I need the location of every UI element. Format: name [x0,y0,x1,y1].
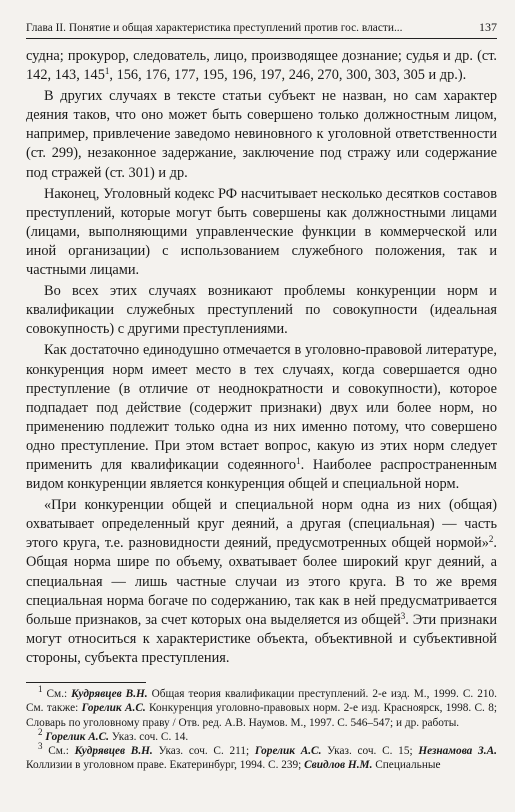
footnote-ref: 1 [296,455,301,466]
footnote [26,684,498,730]
footnote [26,741,497,773]
running-title: Глава II. Понятие и общая характеристика преступлений против гос. власти... [26,22,403,34]
text-run: Во всех этих случаях возникают проблемы конкуренции норм и квалификации служебных преступлений по совокупности (идеальная совокупность) с другими преступлениями. [26,283,497,338]
text-run: В других случаях в тексте статьи субъект не назван, но сам характер деяния таков, что оно может быть совершено только должностным лицом, например, привлечение заведомо невиновного к уголовной ответственности (ст. 299), незаконное задержание, заключение под стражу или содержание под стражей (ст. 301) и др. [26,88,497,181]
text-run: Конкуренция уголовно-правовых норм. 2-е изд. Красноярск, 1998. С. 8; Словарь по уголовному праву / Отв. ред. А.В. Наумов. М., 1997. С. 546–547; и др. работы. [26,702,498,729]
footnote-ref: 1 [38,684,43,694]
footnote-ref: 2 [38,726,43,737]
paragraph [26,341,497,494]
author-name: Кудрявцев В.Н. [71,688,148,700]
footnote-ref: 3 [38,741,43,752]
main-text [26,47,497,668]
footnote-ref: 2 [488,534,494,545]
footnote-ref: 1 [104,66,110,77]
text-run: Указ. соч. С. 211; [152,745,255,758]
paragraph [26,185,497,280]
author-name: Горелик А.С. [254,745,322,758]
text-run: Как достаточно единодушно отмечается в уголовно-правовой литературе, конкуренция норм имеет место в тех случаях, когда совершается одно преступление (в отличие от неоднократности и совокупности), которое подпадает под действие (содержит признаки) двух или более норм, но применению подлежит только одна из них именно потому, что совершено одно преступление. При этом встает вопрос, какую из этих норм следует применить для квалификации содеянного [26,342,497,473]
footnote-separator [26,682,146,683]
running-header [26,20,497,39]
text-run: Наконец, Уголовный кодекс РФ насчитывает несколько десятков составов преступлений, которые могут быть совершены как должностными лицами (лицами, выполняющими управленческие функции в коммерческой или иной организации) с использованием служебного положения, так и частными лицами. [26,185,497,279]
text-run: Указ. соч. С. 15; [321,745,419,758]
paragraph [26,87,497,182]
author-name: Горелик А.С. [45,730,109,743]
footnote-ref: 3 [400,610,406,621]
author-name: Незнамова З.А. [418,745,497,758]
paragraph [26,47,497,85]
text-run: . Наиболее распространенным видом конкуренции является конкуренция общей и специальной норм. [26,456,497,493]
text-run: , 156, 176, 177, 195, 196, 197, 246, 270, 300, 303, 305 и др.). [109,67,467,84]
page-number: 137 [479,20,497,34]
text-run: Коллизии в уголовном праве. Екатеринбург, 1994. С. 239; [26,759,305,772]
footnote [26,726,497,744]
text-run: . Эти признаки могут относиться к характеристике объекта, объективной и субъективной стороны, субъекта преступления. [26,611,497,666]
paragraph [26,496,497,668]
text-run: Общая теория квалификации преступлений. 2-е изд. М., 1999. С. 210. См. также: [26,688,497,715]
paragraph [26,282,497,339]
text-run: «При конкуренции общей и специальной норм одна из них (общая) охватывает определенный круг деяний, а другая (специальная) — часть этого круга, т.е. разновидности деяний, предусмотренных общей нормой» [26,497,497,552]
text-run: Указ. соч. С. 14. [108,730,189,743]
footnotes [26,684,498,773]
text-run: См.: [42,688,72,700]
author-name: Кудрявцев В.Н. [74,745,153,758]
text-run: См.: [42,745,75,758]
text-run: . Общая норма шире по объему, охватывает более широкий круг деяний, а специальная — лишь частные случаи из этого круга. В то же время специальная норма богаче по содержанию, так как в ней предусматривается больше признаков, за счет которых она выделяется из общей [26,535,497,628]
text-run: Специальные [372,759,441,772]
text-run: судна; прокурор, следователь, лицо, производящее дознание; судья и др. (ст. 142, 143, 145 [26,48,497,84]
author-name: Свидлов Н.М. [304,759,373,772]
author-name: Горелик А.С. [81,702,146,715]
